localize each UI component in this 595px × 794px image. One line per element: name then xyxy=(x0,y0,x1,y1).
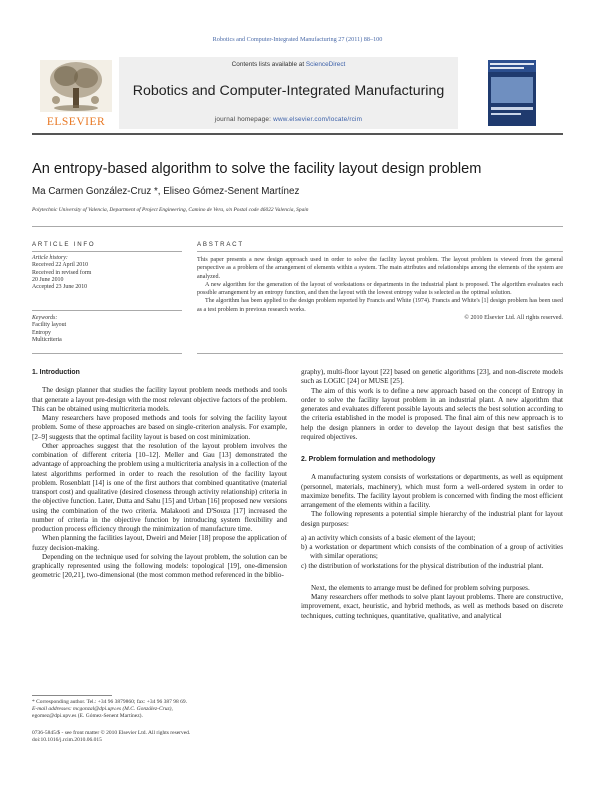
keywords-label: Keywords: xyxy=(32,315,58,321)
body-paragraph: The design planner that studies the facility layout problem needs methods and tools that generate a layout pre-design with the most relevant objective factors of the problem. This can be obtained using multicriteria models. xyxy=(32,386,287,413)
author-affiliation: Polytechnic University of Valencia, Department of Project Engineering, Camino de Vera, s/n Postal code 46022 Valencia, Spain xyxy=(32,207,309,213)
footnote-email[interactable]: E-mail addresses: mcgonzal@dpi.upv.es (M.C. González-Cruz), xyxy=(32,706,173,713)
bottom-meta xyxy=(32,730,287,744)
sciencedirect-link[interactable]: ScienceDirect xyxy=(305,61,346,68)
history-line: 20 June 2010 xyxy=(32,276,64,283)
article-history xyxy=(32,255,182,291)
doi-link[interactable]: doi:10.1016/j.rcim.2010.06.015 xyxy=(32,737,102,744)
keyword-item: Multicriteria xyxy=(32,336,62,343)
contents-prefix: Contents lists available at xyxy=(231,61,306,68)
article-info-heading: ARTICLE INFO xyxy=(32,241,96,248)
history-line: Accepted 23 June 2010 xyxy=(32,284,88,291)
abstract-rule xyxy=(197,251,563,252)
footnote-corresponding: * Corresponding author. Tel.: +34 96 3879860; fax: +34 96 387 98 69. xyxy=(32,699,187,705)
body-paragraph: graphy), multi-floor layout [22] based on genetic algorithms [23], and non-discrete models such as LOGIC [24] or MUSE [25]. xyxy=(301,368,563,386)
keywords-block xyxy=(32,315,182,344)
body-paragraph: Other approaches suggest that the resolution of the layout problem involves the combination of different criteria [10–12]. Meller and Gau [13] demonstrated the advantage of approaching the problem using a multicriteria analysis in a collection of the latest algorithms performed in order to reach the resolution of the facility layout problem. Rosenblatt [14] is one of the first authors that combined quantitative (material transport cost) and qualitative (desired closeness through activity relationship) criteria in the objective function. Later, Dutta and Sahu [15] and Urban [16] proposed new versions using the combination of the two criteria. Malakooti and D'Souza [17] increased the number of criteria in the objective function by introducing system flexibility and production process efficiency through the minimization of manufacture time. xyxy=(32,441,287,533)
article-info-rule xyxy=(32,251,182,252)
right-column xyxy=(301,368,563,621)
article-info-mid-rule xyxy=(32,310,182,311)
elsevier-wordmark: ELSEVIER xyxy=(46,116,106,128)
body-paragraph: The aim of this work is to define a new approach based on the concept of Entropy in order to solve the facility layout problem in an industrial plant. A new algorithm that generates and evaluates different possible layouts and selects the best solution according to the criteria established in the model is proposed. The final aim of this new approach is to help the design planners in order to develop the layout design that best satisfies the required objectives. xyxy=(301,386,563,441)
journal-homepage xyxy=(119,116,458,123)
title-divider xyxy=(32,226,563,227)
body-paragraph: The following represents a potential simple hierarchy of the industrial plant for layout design purposes: xyxy=(301,510,563,528)
journal-cover-thumbnail[interactable] xyxy=(460,57,564,129)
abstract-paragraph: The algorithm has been applied to the design problem reported by Francis and White (1974). Francis and White's [1] design problem has been used as a test problem in previous research works. xyxy=(197,298,563,313)
article-info-bottom-rule xyxy=(32,353,182,354)
history-label: Article history: xyxy=(32,255,68,261)
paper-authors: Ma Carmen González-Cruz *, Eliseo Gómez-Senent Martínez xyxy=(32,186,300,197)
contents-availability xyxy=(119,61,458,68)
history-line: Received 22 April 2010 xyxy=(32,262,89,269)
body-paragraph: Many researchers offer methods to solve plant layout problems. There are constructive, improvement, exact, heuristic, and hybrid methods, as well as methods based on discrete techniques, cutting techniques, quantitative, qualitative, and analytical xyxy=(301,593,563,620)
footnote-email-2[interactable]: egomez@dpi.upv.es (E. Gómez-Senent Martínez). xyxy=(32,713,143,720)
homepage-prefix: journal homepage: xyxy=(214,116,274,123)
section-1-heading: 1. Introduction xyxy=(32,369,80,376)
body-paragraph: Depending on the technique used for solving the layout problem, the solution can be graphically represented using the following models: topological [19], one-dimension geometric [20,21], two-dimensional (the most common method referenced in the biblio- xyxy=(32,552,287,580)
body-paragraph: Next, the elements to arrange must be defined for problem solving purposes. xyxy=(311,583,530,592)
footnote xyxy=(32,699,287,721)
abstract-bottom-rule xyxy=(197,353,563,354)
footnote-rule xyxy=(32,695,112,696)
homepage-url-link[interactable]: www.elsevier.com/locate/rcim xyxy=(273,116,363,123)
section-2-heading: 2. Problem formulation and methodology xyxy=(301,456,436,463)
issn-line: 0736-5845/$ - see front matter © 2010 Elsevier Ltd. All rights reserved. xyxy=(32,730,191,736)
abstract-heading: ABSTRACT xyxy=(197,241,244,248)
history-line: Received in revised form xyxy=(32,269,92,276)
left-column xyxy=(32,368,287,581)
abstract-paragraph: A new algorithm for the generation of the layout of workstations or departments in the industrial plant is proposed. The algorithm evaluates each possible arrangement by an entropy function, and then the layout with the lowest entropy value is selected as the optimal solution. xyxy=(197,281,563,297)
abstract-copyright: © 2010 Elsevier Ltd. All rights reserved. xyxy=(464,315,563,322)
abstract-body xyxy=(197,256,563,322)
body-paragraph: When planning the facilities layout, Dweiri and Meier [18] propose the application of fuzzy decision-making. xyxy=(32,534,287,552)
header-divider xyxy=(32,133,563,135)
paper-title: An entropy-based algorithm to solve the facility layout design problem xyxy=(32,161,482,177)
keyword-item: Entropy xyxy=(32,329,51,336)
body-paragraph: Many researchers have proposed methods and tools for solving the facility layout problem. Some of these approaches are based on single-criterion analysis. For example, [2–9] suggests that the optimal facility layout is based on cost minimization. xyxy=(32,414,287,441)
list-item: a) an activity which consists of a basic element of the layout; xyxy=(301,533,476,542)
list-item: c) the distribution of workstations for the physical distribution of the industrial plant. xyxy=(301,561,544,570)
journal-cover-icon xyxy=(460,57,564,129)
journal-reference[interactable]: Robotics and Computer-Integrated Manufacturing 27 (2011) 88–100 xyxy=(212,36,383,43)
keyword-item: Facility layout xyxy=(32,322,67,329)
body-paragraph: A manufacturing system consists of workstations or departments, as well as equipment (personnel, materials, machinery), which must form a well-ordered system in order to maximize benefits. The facility layout problem is concerned with finding the most efficient arrangement of the elements within a facility. xyxy=(301,473,563,509)
list-item: b) a workstation or department which consists of the combination of a group of activities with similar operations; xyxy=(301,543,563,561)
abstract-paragraph: This paper presents a new design approach used in order to solve the facility layout problem. The layout problem is viewed from the general perspective as a problem of the arrangement of elements within a system. The main attributes and relationships among the elements of the system are analyzed. xyxy=(197,257,563,280)
journal-title: Robotics and Computer-Integrated Manufacturing xyxy=(132,83,445,99)
